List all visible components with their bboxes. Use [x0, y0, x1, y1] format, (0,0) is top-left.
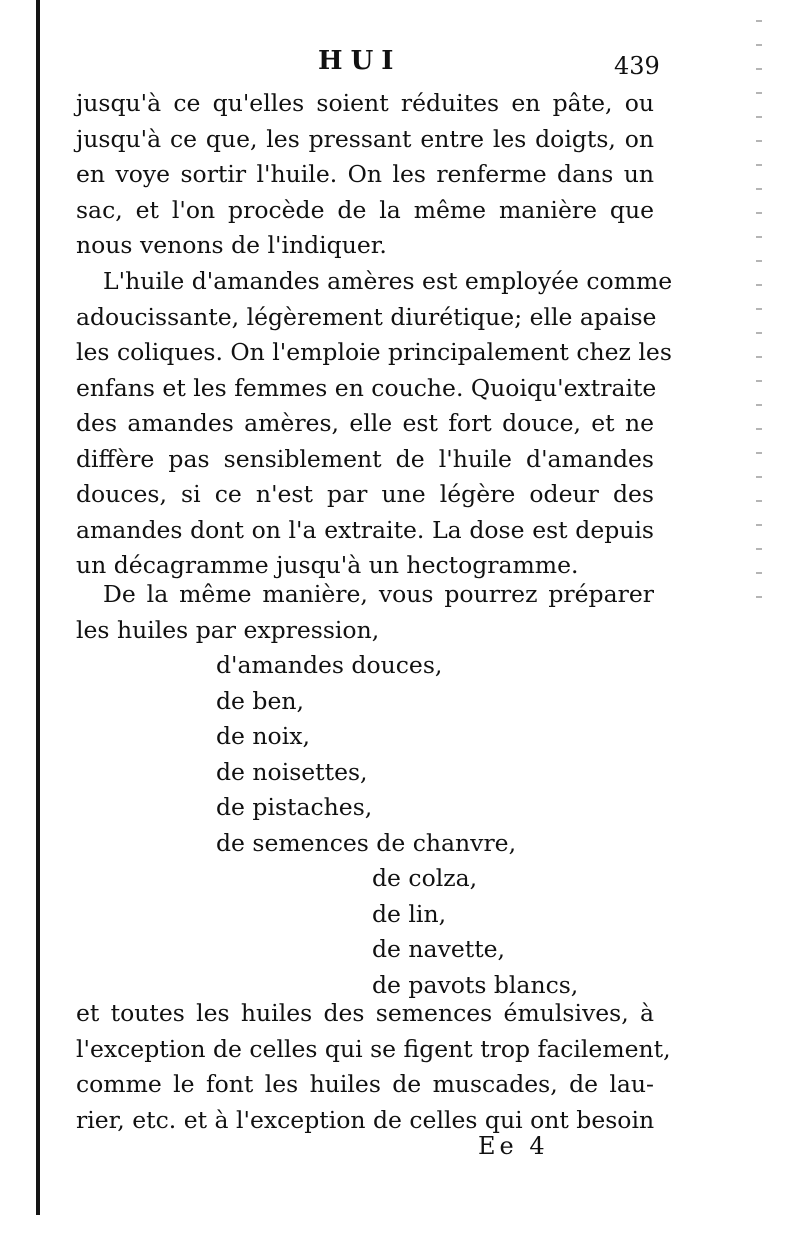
- text-line: amandes dont on l'a extraite. La dose est depuis: [76, 515, 654, 544]
- list-item: de noix,: [216, 722, 310, 750]
- text-line: rier, etc. et à l'exception de celles qui ont besoin: [76, 1105, 655, 1134]
- text-line: comme le font les huiles de muscades, de lau-: [76, 1070, 654, 1098]
- list-item: de navette,: [372, 935, 506, 963]
- text-line: et toutes les huiles des semences émulsives, à: [76, 999, 654, 1027]
- text-line: adoucissante, légèrement diurétique; elle apaise: [76, 302, 657, 331]
- list-item: de pavots blancs,: [372, 970, 579, 999]
- list-item: de lin,: [372, 899, 447, 928]
- text-line: en voye sortir l'huile. On les renferme dans un: [76, 160, 654, 188]
- page-edge-rule: [36, 0, 40, 1215]
- text-line: sac, et l'on procède de la même manière que: [76, 195, 654, 224]
- margin-marks: [752, 20, 766, 660]
- paragraph-2: [76, 264, 673, 584]
- paragraph-1: [76, 86, 654, 264]
- list-item: de semences de chanvre,: [216, 828, 517, 857]
- list-item: de noisettes,: [216, 757, 368, 786]
- text-line: L'huile d'amandes amères est employée comme: [103, 267, 673, 295]
- page-number: 439: [614, 52, 660, 80]
- signature-mark: Ee 4: [478, 1132, 549, 1160]
- text-line: enfans et les femmes en couche. Quoiqu'extraite: [76, 373, 657, 402]
- text-line: douces, si ce n'est par une légère odeur des: [76, 480, 654, 508]
- text-line: nous venons de l'indiquer.: [76, 231, 387, 259]
- list-item: d'amandes douces,: [216, 651, 443, 679]
- text-line: des amandes amères, elle est fort douce, et ne: [76, 409, 654, 437]
- text-line: diffère pas sensiblement de l'huile d'amandes: [76, 444, 654, 473]
- paragraph-4: [76, 996, 671, 1138]
- paragraph-3: [76, 577, 654, 648]
- text-line: les coliques. On l'emploie principalement chez les: [76, 338, 672, 366]
- running-head: [0, 46, 800, 86]
- list-item: de colza,: [372, 864, 478, 892]
- text-line: l'exception de celles qui se figent trop facilement,: [76, 1034, 671, 1063]
- text-line: les huiles par expression,: [76, 615, 380, 644]
- list-item: de ben,: [216, 686, 304, 715]
- text-line: jusqu'à ce que, les pressant entre les doigts, on: [76, 124, 654, 153]
- running-head-title: HUI: [318, 46, 402, 76]
- oil-list-seeds: [372, 861, 578, 1003]
- text-line: De la même manière, vous pourrez préparer: [103, 580, 654, 608]
- oil-list-primary: [216, 648, 516, 861]
- list-item: de pistaches,: [216, 793, 373, 821]
- text-line: jusqu'à ce qu'elles soient réduites en pâte, ou: [76, 89, 654, 117]
- text-line: un décagramme jusqu'à un hectogramme.: [76, 551, 579, 579]
